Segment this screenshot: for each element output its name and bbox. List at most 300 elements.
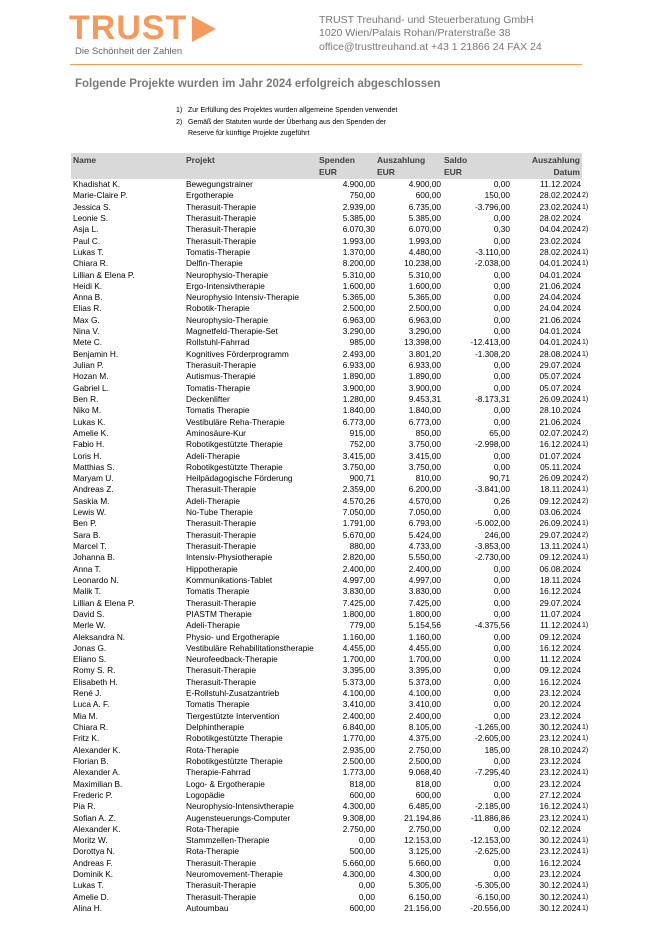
cell-name: Asja L.	[73, 224, 99, 235]
cell-auszahlung: 3.900,00	[408, 382, 441, 393]
cell-spenden: 6.070,30	[342, 224, 375, 235]
cell-project: Bewegungstrainer	[186, 179, 253, 189]
footnote-legend	[176, 105, 412, 140]
page-title: Folgende Projekte wurden im Jahr 2024 erfolgreich abgeschlossen	[75, 78, 441, 90]
cell-date: 23.02.2024	[539, 201, 581, 212]
cell-name: Saskia M.	[73, 495, 110, 506]
cell-project: Autoumbau	[186, 903, 229, 913]
cell-saldo: 0,00	[493, 688, 510, 699]
cell-spenden: 3.900,00	[342, 382, 375, 393]
cell-name: Loris H.	[73, 450, 102, 461]
note-text: Gemäß der Statuten wurde der Überhang aus den Spenden der Reserve für künftige Projekte zugeführt	[188, 118, 387, 137]
cell-auszahlung: 3.801,20	[408, 348, 441, 359]
cell-spenden: 5.670,00	[342, 529, 375, 540]
cell-saldo: 0,00	[493, 597, 510, 608]
cell-saldo: 0,00	[493, 405, 510, 416]
cell-saldo: 0,00	[493, 314, 510, 325]
cell-note: 2)	[582, 429, 589, 437]
cell-name: Johanna B.	[73, 552, 115, 563]
cell-spenden: 7.425,00	[342, 597, 375, 608]
cell-name: Nina V.	[73, 326, 100, 337]
cell-saldo: -8.173,31	[474, 393, 510, 404]
table-row	[71, 439, 591, 450]
cell-name: Fritz K.	[73, 733, 100, 744]
cell-auszahlung: 4.455,00	[408, 642, 441, 653]
cell-date: 11.07.2024	[540, 608, 581, 619]
cell-name: Pia R.	[73, 801, 96, 812]
table-row	[71, 507, 591, 518]
cell-date: 18.11.2024	[540, 484, 581, 495]
cell-project: Physio- und Ergotherapie	[186, 631, 280, 642]
cell-saldo: 0,00	[493, 179, 510, 189]
table-row	[71, 767, 591, 778]
cell-auszahlung: 5.310,00	[408, 269, 441, 280]
table-row	[71, 801, 591, 812]
cell-saldo: 90,71	[489, 473, 510, 484]
header-date: Auszahlung	[531, 155, 580, 165]
cell-project: Robotikgestützte Therapie	[186, 755, 283, 766]
cell-date: 05.11.2024	[540, 461, 581, 472]
cell-project: Tomatis-Therapie	[186, 382, 251, 393]
table-row	[71, 575, 591, 586]
cell-name: Max G.	[73, 314, 100, 325]
cell-note: 1)	[582, 260, 589, 268]
cell-date: 11.12.2024	[540, 179, 581, 189]
table-row	[71, 552, 591, 563]
cell-project: Therasuit-Therapie	[186, 857, 257, 868]
cell-date: 16.12.2024	[539, 676, 581, 687]
cell-auszahlung: 5.424,00	[408, 529, 441, 540]
cell-auszahlung: 2.400,00	[408, 710, 441, 721]
table-row	[71, 258, 591, 269]
cell-auszahlung: 3.415,00	[408, 450, 441, 461]
table-row	[71, 394, 591, 405]
table-row	[71, 190, 591, 201]
cell-spenden: 2.493,00	[342, 348, 375, 359]
cell-name: Marie-Claire P.	[73, 190, 128, 201]
cell-project: Augensteuerungs-Computer	[186, 812, 291, 823]
header-name: Name	[73, 155, 97, 165]
cell-spenden: 2.500,00	[342, 303, 375, 314]
cell-saldo: 246,00	[484, 529, 510, 540]
cell-spenden: 1.600,00	[342, 280, 375, 291]
cell-spenden: 600,00	[349, 903, 375, 913]
cell-saldo: -3.841,00	[474, 484, 510, 495]
cell-note: 1)	[582, 769, 589, 777]
cell-auszahlung: 3.830,00	[408, 586, 441, 597]
cell-spenden: 880,00	[349, 541, 375, 551]
cell-saldo: -1.308,20	[474, 348, 510, 359]
cell-note: 1)	[582, 486, 589, 494]
cell-spenden: 818,00	[349, 778, 375, 789]
cell-auszahlung: 1.700,00	[408, 654, 441, 665]
cell-date: 03.06.2024	[539, 507, 581, 518]
table-row	[71, 677, 591, 688]
cell-date: 23.02.2024	[539, 235, 581, 246]
cell-name: Lukas K.	[73, 416, 106, 427]
cell-date: 23.12.2024	[539, 812, 581, 823]
cell-spenden: 779,00	[349, 620, 375, 631]
table-row	[71, 779, 591, 790]
cell-spenden: 6.963,00	[342, 314, 375, 325]
company-info	[319, 14, 542, 54]
cell-auszahlung: 6.070,00	[408, 224, 441, 235]
cell-note: 1)	[582, 724, 589, 731]
cell-date: 28.02.2024	[539, 190, 581, 201]
cell-spenden: 8.200,00	[342, 258, 375, 269]
cell-date: 29.07.2024	[539, 529, 581, 540]
cell-project: Neurophysio-Intensivtherapie	[186, 801, 294, 812]
table-row	[71, 371, 591, 382]
cell-note: 1)	[582, 848, 589, 856]
cell-date: 04.01.2024	[539, 326, 581, 337]
cell-project: Heilpädagogische Förderung	[186, 473, 293, 484]
cell-project: Tomatis-Therapie	[186, 246, 251, 257]
cell-auszahlung: 6.773,00	[408, 416, 441, 427]
cell-name: Alexander K.	[73, 823, 121, 834]
cell-spenden: 2.400,00	[342, 563, 375, 574]
cell-saldo: -5.002,00	[474, 518, 510, 529]
table-row	[71, 315, 591, 326]
cell-date: 09.12.2024	[539, 665, 581, 676]
cell-date: 09.12.2024	[539, 631, 581, 642]
cell-name: Gabriel L.	[73, 382, 109, 393]
cell-auszahlung: 2.400,00	[408, 563, 441, 574]
cell-note: 1)	[582, 735, 589, 743]
cell-name: Merle W.	[73, 620, 106, 631]
cell-spenden: 1.791,00	[342, 518, 375, 529]
table-row	[71, 247, 591, 258]
cell-date: 30.12.2024	[539, 880, 581, 891]
cell-spenden: 2.359,00	[342, 484, 375, 495]
cell-auszahlung: 4.375,00	[408, 733, 441, 744]
cell-project: Neurophysio Intensiv-Therapie	[186, 292, 299, 303]
cell-spenden: 6.840,00	[342, 722, 375, 732]
cell-spenden: 750,00	[349, 190, 375, 201]
cell-project: Vestibuläre Rehabilitationstherapie	[186, 642, 314, 653]
cell-auszahlung: 9.453,31	[408, 393, 441, 404]
cell-project: Therasuit-Therapie	[186, 541, 257, 551]
cell-date: 23.12.2024	[539, 688, 581, 699]
cell-saldo: 0,00	[493, 857, 510, 868]
cell-date: 18.11.2024	[540, 574, 581, 585]
cell-auszahlung: 3.750,00	[408, 461, 441, 472]
cell-date: 02.07.2024	[539, 427, 581, 438]
cell-date: 23.12.2024	[539, 869, 581, 880]
cell-spenden: 5.660,00	[342, 857, 375, 868]
cell-note: 1)	[582, 882, 589, 890]
cell-name: Matthias S.	[73, 461, 115, 472]
cell-spenden: 1.890,00	[342, 371, 375, 382]
cell-spenden: 3.750,00	[342, 461, 375, 472]
cell-note: 2)	[582, 497, 589, 505]
table-row	[71, 496, 591, 507]
table-row	[71, 869, 591, 880]
cell-auszahlung: 7.425,00	[408, 597, 441, 608]
cell-date: 21.06.2024	[539, 280, 581, 291]
cell-spenden: 1.993,00	[342, 235, 375, 246]
table-row	[71, 360, 591, 371]
cell-date: 21.06.2024	[539, 416, 581, 427]
cell-name: Julian P.	[73, 360, 104, 370]
cell-project: Therasuit-Therapie	[186, 224, 257, 235]
cell-spenden: 1.700,00	[342, 654, 375, 665]
cell-auszahlung: 4.300,00	[408, 869, 441, 880]
cell-auszahlung: 12.153,00	[404, 835, 441, 846]
cell-date: 04.01.2024	[539, 269, 581, 280]
cell-note: 2)	[582, 531, 589, 539]
cell-saldo: 0,00	[493, 642, 510, 653]
cell-name: Malik T.	[73, 586, 101, 597]
cell-spenden: 2.750,00	[342, 823, 375, 834]
header-saldo: Saldo	[444, 155, 468, 165]
cell-name: Mia M.	[73, 710, 98, 721]
cell-saldo: 0,30	[493, 224, 510, 235]
cell-saldo: 0,00	[493, 292, 510, 303]
cell-name: René J.	[73, 688, 102, 699]
cell-auszahlung: 2.750,00	[408, 744, 441, 755]
cell-date: 16.12.2024	[539, 586, 581, 597]
cell-name: Anna T.	[73, 563, 101, 574]
cell-saldo: 0,00	[493, 382, 510, 393]
cell-saldo: -6.150,00	[474, 891, 510, 902]
table-row	[71, 473, 591, 484]
cell-name: Lillian & Elena P.	[73, 269, 135, 280]
cell-date: 28.02.2024	[539, 212, 581, 223]
cell-date: 09.12.2024	[539, 495, 581, 506]
table-row	[71, 326, 591, 337]
cell-name: Alexander K.	[73, 744, 121, 755]
cell-note: 2)	[582, 746, 589, 754]
cell-auszahlung: 13.398,00	[404, 337, 441, 348]
cell-auszahlung: 3.290,00	[408, 326, 441, 337]
table-row	[71, 632, 591, 643]
cell-saldo: 0,00	[493, 507, 510, 518]
cell-auszahlung: 1.840,00	[408, 405, 441, 416]
cell-name: Mete C.	[73, 337, 103, 348]
note-text: Zur Erfüllung des Projektes wurden allgemeine Spenden verwendet	[188, 107, 398, 114]
table-row	[71, 281, 591, 292]
cell-spenden: 3.830,00	[342, 586, 375, 597]
cell-project: Tomatis Therapie	[186, 699, 250, 710]
cell-project: Robotik-Therapie	[186, 303, 250, 314]
table-row	[71, 224, 591, 235]
table-row	[71, 846, 591, 857]
cell-saldo: -2.730,00	[474, 552, 510, 563]
cell-project: Ergo-Intensivtherapie	[186, 280, 265, 291]
cell-saldo: -20.556,00	[470, 903, 510, 913]
cell-note: 1)	[582, 893, 589, 901]
cell-saldo: -12.413,00	[470, 337, 510, 348]
cell-project: Rota-Therapie	[186, 846, 240, 857]
cell-date: 24.04.2024	[539, 303, 581, 314]
table-row	[71, 654, 591, 665]
cell-auszahlung: 2.500,00	[408, 303, 441, 314]
cell-auszahlung: 600,00	[415, 789, 441, 800]
cell-project: Aminosäure-Kur	[186, 427, 246, 438]
cell-project: Therasuit-Therapie	[186, 201, 257, 212]
cell-auszahlung: 6.963,00	[408, 314, 441, 325]
cell-saldo: 0,00	[493, 416, 510, 427]
cell-date: 16.12.2024	[539, 439, 581, 450]
cell-date: 30.12.2024	[539, 903, 581, 913]
cell-auszahlung: 21.194,86	[404, 812, 441, 823]
company-address: 1020 Wien/Palais Rohan/Praterstraße 38	[319, 27, 511, 40]
cell-name: Benjamin H.	[73, 348, 119, 359]
cell-note: 1)	[582, 395, 589, 403]
cell-project: Delfin-Therapie	[186, 258, 243, 269]
cell-saldo: -3.853,00	[474, 541, 510, 551]
cell-date: 30.12.2024	[539, 722, 581, 732]
cell-name: Amelie D.	[73, 891, 109, 902]
cell-date: 26.09.2024	[539, 473, 581, 484]
cell-auszahlung: 5.550,00	[408, 552, 441, 563]
cell-name: Aleksandra N.	[73, 631, 126, 642]
cell-project: Ergotherapie	[186, 190, 234, 201]
cell-spenden: 500,00	[349, 846, 375, 857]
cell-project: Therasuit-Therapie	[186, 676, 257, 687]
table-row	[71, 598, 591, 609]
cell-date: 11.12.2024	[540, 620, 581, 631]
cell-date: 28.02.2024	[539, 246, 581, 257]
table-row	[71, 383, 591, 394]
logo-arrow-icon	[192, 16, 216, 42]
cell-auszahlung: 1.600,00	[408, 280, 441, 291]
cell-spenden: 600,00	[349, 789, 375, 800]
cell-auszahlung: 6.933,00	[408, 360, 441, 370]
cell-spenden: 5.310,00	[342, 269, 375, 280]
cell-saldo: 0,00	[493, 586, 510, 597]
table-row	[71, 213, 591, 224]
table-row	[71, 484, 591, 495]
cell-project: Therasuit-Therapie	[186, 880, 257, 891]
cell-saldo: -3.796,00	[474, 201, 510, 212]
cell-spenden: 4.455,00	[342, 642, 375, 653]
cell-auszahlung: 3.395,00	[408, 665, 441, 676]
cell-saldo: -1.265,00	[474, 722, 510, 732]
cell-auszahlung: 6.150,00	[408, 891, 441, 902]
logo-tagline: Die Schönheit der Zahlen	[75, 46, 183, 57]
cell-auszahlung: 3.410,00	[408, 699, 441, 710]
cell-auszahlung: 6.200,00	[408, 484, 441, 495]
cell-name: Paul C.	[73, 235, 101, 246]
cell-name: Sara B.	[73, 529, 101, 540]
cell-spenden: 915,00	[349, 427, 375, 438]
table-row	[71, 903, 591, 914]
cell-auszahlung: 5.365,00	[408, 292, 441, 303]
cell-project: Delphintherapie	[186, 722, 245, 732]
cell-date: 11.12.2024	[540, 654, 581, 665]
cell-date: 23.12.2024	[539, 710, 581, 721]
cell-auszahlung: 6.735,00	[408, 201, 441, 212]
cell-name: Jonas G.	[73, 642, 107, 653]
cell-auszahlung: 4.900,00	[408, 179, 441, 189]
cell-project: Neuromovement-Therapie	[186, 869, 283, 880]
cell-project: Therasuit-Therapie	[186, 597, 257, 608]
cell-auszahlung: 21.156,00	[404, 903, 441, 913]
cell-saldo: 0,00	[493, 212, 510, 223]
cell-spenden: 1.773,00	[342, 767, 375, 778]
cell-auszahlung: 4.480,00	[408, 246, 441, 257]
cell-spenden: 1.160,00	[342, 631, 375, 642]
cell-spenden: 9.308,00	[342, 812, 375, 823]
table-row	[71, 202, 591, 213]
cell-spenden: 985,00	[349, 337, 375, 348]
table-row	[71, 665, 591, 676]
table-row	[71, 586, 591, 597]
cell-name: Chiara R.	[73, 722, 109, 732]
cell-date: 30.12.2024	[539, 835, 581, 846]
cell-spenden: 4.300,00	[342, 869, 375, 880]
cell-name: Andreas F.	[73, 857, 113, 868]
header-project: Projekt	[186, 155, 215, 165]
company-contact: office@trusttreuhand.at +43 1 21866 24 FAX 24	[319, 40, 542, 53]
cell-spenden: 2.939,00	[342, 201, 375, 212]
cell-project: Robotikgestützte Therapie	[186, 733, 283, 744]
cell-date: 28.08.2024	[539, 348, 581, 359]
cell-name: Romy S. R.	[73, 665, 116, 676]
cell-auszahlung: 818,00	[415, 778, 441, 789]
company-name: TRUST Treuhand- und Steuerberatung GmbH	[319, 14, 534, 26]
cell-name: Hozan M.	[73, 371, 109, 382]
note-2	[176, 117, 412, 140]
cell-spenden: 2.500,00	[342, 755, 375, 766]
table-row	[71, 733, 591, 744]
cell-project: Logo- & Ergotherapie	[186, 778, 265, 789]
letterhead	[0, 0, 660, 70]
cell-project: Kommunikations-Tablet	[186, 574, 273, 585]
table-row	[71, 462, 591, 473]
cell-name: Maryam U.	[73, 473, 114, 484]
cell-note: 1)	[582, 350, 589, 358]
cell-date: 05.07.2024	[539, 382, 581, 393]
cell-note: 1)	[582, 520, 589, 528]
cell-auszahlung: 2.500,00	[408, 755, 441, 766]
cell-name: Niko M.	[73, 405, 102, 416]
cell-saldo: -11.886,86	[470, 812, 510, 823]
table-row	[71, 564, 591, 575]
table-row	[71, 722, 591, 733]
cell-name: Andreas Z.	[73, 484, 114, 495]
cell-project: Logopädie	[186, 789, 225, 800]
cell-note: 2)	[582, 192, 589, 200]
cell-auszahlung: 5.373,00	[408, 676, 441, 687]
table-row	[71, 292, 591, 303]
table-row	[71, 270, 591, 281]
cell-name: Ben R.	[73, 393, 99, 404]
cell-project: Vestibuläre Reha-Therapie	[186, 416, 285, 427]
cell-spenden: 4.900,00	[342, 179, 375, 189]
cell-saldo: 0,00	[493, 303, 510, 314]
trust-logo: TRUST	[69, 9, 188, 47]
cell-project: Hippotherapie	[186, 563, 238, 574]
cell-date: 06.08.2024	[539, 563, 581, 574]
cell-name: Lukas T.	[73, 246, 104, 257]
cell-name: Leonardo N.	[73, 574, 119, 585]
cell-name: Elias R.	[73, 303, 102, 314]
cell-saldo: -5.305,00	[474, 880, 510, 891]
cell-saldo: 185,00	[484, 744, 510, 755]
cell-saldo: 0,00	[493, 235, 510, 246]
cell-auszahlung: 8.105,00	[408, 722, 441, 732]
cell-auszahlung: 4.570,00	[408, 495, 441, 506]
cell-auszahlung: 5.305,00	[408, 880, 441, 891]
cell-auszahlung: 2.750,00	[408, 823, 441, 834]
cell-name: Luca A. F.	[73, 699, 110, 710]
cell-note: 1)	[582, 905, 589, 912]
cell-name: Lillian & Elena P.	[73, 597, 135, 608]
cell-name: David S.	[73, 608, 105, 619]
